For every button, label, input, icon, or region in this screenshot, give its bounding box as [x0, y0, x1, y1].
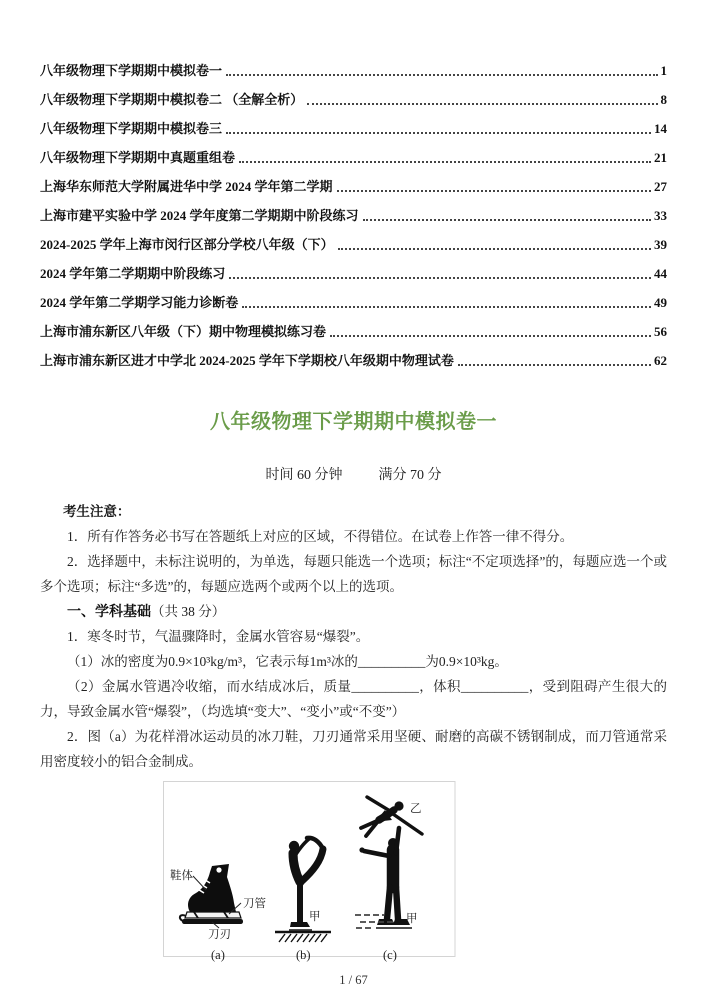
- toc-dot-leader: [338, 248, 651, 250]
- toc-dot-leader: [307, 103, 657, 105]
- skater-b-raised-leg: [302, 849, 323, 881]
- skating-figure-illustration: [163, 779, 458, 962]
- label-boot-leader: [193, 876, 206, 890]
- exam-total-score: 满分 70 分: [378, 468, 442, 483]
- toc-entry[interactable]: [40, 79, 667, 108]
- question-1-part-2: （2）金属水管遇冷收缩，而水结成冰后，质量__________，体积__________，受到阻碍产生很大的力，导致金属水管“爆裂”，（均选填“变大”、“变小”或“不变”）: [40, 679, 667, 719]
- toc-entry-title: 2024-2025 学年上海市闵行区部分学校八年级（下）: [40, 237, 334, 252]
- label-tube: 刀管: [243, 898, 266, 910]
- caption-c: (c): [383, 948, 397, 962]
- toc-entry[interactable]: [40, 340, 667, 369]
- toc-entry[interactable]: [40, 311, 667, 340]
- page-number-indicator: 1 / 67: [339, 973, 368, 987]
- single-skater-figure: [275, 838, 331, 962]
- pair-man-hand: [359, 847, 364, 852]
- ground-hatching: [279, 934, 327, 942]
- toc-entry-title: 2024 学年第二学期学习能力诊断卷: [40, 295, 239, 310]
- table-of-contents: [40, 50, 667, 369]
- toc-entry-title: 上海市浦东新区进才中学北 2024-2025 学年下学期校八年级期中物理试卷: [40, 353, 454, 368]
- toc-dot-leader: [226, 74, 657, 76]
- notice-item-2: 2．选择题中，未标注说明的，为单选，每题只能选一个选项；标注“不定项选择”的，每题应选一个或多个选项；标注“多选”的，每题应选两个或两个以上的选项。: [40, 554, 667, 594]
- toc-entry-title: 八年级物理下学期期中模拟卷二 （全解全析）: [40, 92, 304, 107]
- toc-entry-page: 33: [654, 208, 667, 223]
- toc-entry[interactable]: [40, 253, 667, 282]
- pair-woman-legs: [361, 820, 379, 836]
- toc-entry-title: 上海市建平实验中学 2024 学年度第二学期期中阶段练习: [40, 208, 359, 223]
- toc-entry-page: 14: [654, 121, 667, 136]
- caption-a: (a): [211, 948, 225, 962]
- toc-entry-page: 21: [654, 150, 667, 165]
- toc-entry-page: 56: [654, 324, 667, 339]
- exam-time-limit: 时间 60 分钟: [265, 468, 343, 483]
- toc-dot-leader: [239, 161, 651, 163]
- toc-entry-page: 62: [654, 353, 667, 368]
- notice-item-1: 1．所有作答务必书写在答题纸上对应的区域，不得错位。在试卷上作答一律不得分。: [67, 529, 574, 544]
- label-pair-woman: 乙: [410, 803, 422, 815]
- label-pair-man: 甲: [406, 913, 418, 925]
- question-2-text: 2．图（a）为花样滑冰运动员的冰刀鞋，刀刃通常采用坚硬、耐磨的高碳不锈钢制成，而刀管通常采用密度较小的铝合金制成。: [40, 729, 667, 769]
- exam-title: 八年级物理下学期期中模拟卷一: [210, 411, 497, 433]
- notice-heading: 考生注意：: [62, 504, 131, 519]
- question-1-part-1: （1）冰的密度为0.9×10³kg/m³，它表示每1m³冰的__________为0.9×10³kg。: [67, 654, 508, 669]
- toc-entry-page: 8: [660, 92, 667, 107]
- toc-entry[interactable]: [40, 282, 667, 311]
- toc-dot-leader: [363, 219, 651, 221]
- toc-entry-page: 27: [654, 179, 667, 194]
- toc-entry-title: 八年级物理下学期期中真题重组卷: [40, 150, 236, 165]
- boot-cuff-patch: [216, 867, 221, 872]
- exam-meta: [40, 464, 667, 484]
- toc-entry[interactable]: [40, 50, 667, 79]
- toc-entry-title: 八年级物理下学期期中模拟卷一: [40, 63, 223, 78]
- pair-skaters-figure: [355, 797, 422, 962]
- toc-dot-leader: [226, 132, 651, 134]
- toc-entry[interactable]: [40, 166, 667, 195]
- caption-b: (b): [296, 948, 311, 962]
- pair-woman-arm-left: [367, 797, 390, 811]
- blade-tube-shape: [185, 912, 241, 918]
- toc-entry-page: 1: [660, 63, 667, 78]
- pair-man-arm-raised: [396, 828, 399, 853]
- question-2-figure: [163, 779, 458, 962]
- blade-edge-shape: [182, 919, 243, 924]
- toc-entry-title: 八年级物理下学期期中模拟卷三: [40, 121, 223, 136]
- toc-dot-leader: [229, 277, 651, 279]
- toc-entry[interactable]: [40, 224, 667, 253]
- label-boot: 鞋体: [170, 870, 193, 882]
- label-edge: 刀刃: [208, 929, 231, 941]
- toc-entry[interactable]: [40, 195, 667, 224]
- toc-entry-title: 上海华东师范大学附属进华中学 2024 学年第二学期: [40, 179, 333, 194]
- pair-man-arm-extended: [364, 851, 389, 856]
- toc-entry-title: 2024 学年第二学期期中阶段练习: [40, 266, 226, 281]
- toc-entry-page: 44: [654, 266, 667, 281]
- section-title: 一、学科基础: [67, 603, 151, 619]
- toc-entry-page: 49: [654, 295, 667, 310]
- toc-entry[interactable]: [40, 108, 667, 137]
- skate-boot-shape: [188, 864, 236, 912]
- toc-entry-page: 39: [654, 237, 667, 252]
- skater-b-skate: [290, 922, 310, 927]
- section-points: （共 38 分）: [151, 604, 226, 619]
- skate-diagram: [170, 864, 266, 962]
- toc-dot-leader: [242, 306, 651, 308]
- section-heading: [40, 599, 667, 624]
- toc-entry-title: 上海市浦东新区八年级（下）期中物理模拟练习卷: [40, 324, 327, 339]
- toc-entry[interactable]: [40, 137, 667, 166]
- label-skater-b: 甲: [309, 911, 321, 923]
- toc-dot-leader: [330, 335, 651, 337]
- toc-dot-leader: [337, 190, 651, 192]
- question-1-intro: 1．寒冬时节，气温骤降时，金属水管容易“爆裂”。: [67, 629, 370, 644]
- toc-dot-leader: [458, 364, 651, 366]
- pair-man-legs: [387, 887, 398, 919]
